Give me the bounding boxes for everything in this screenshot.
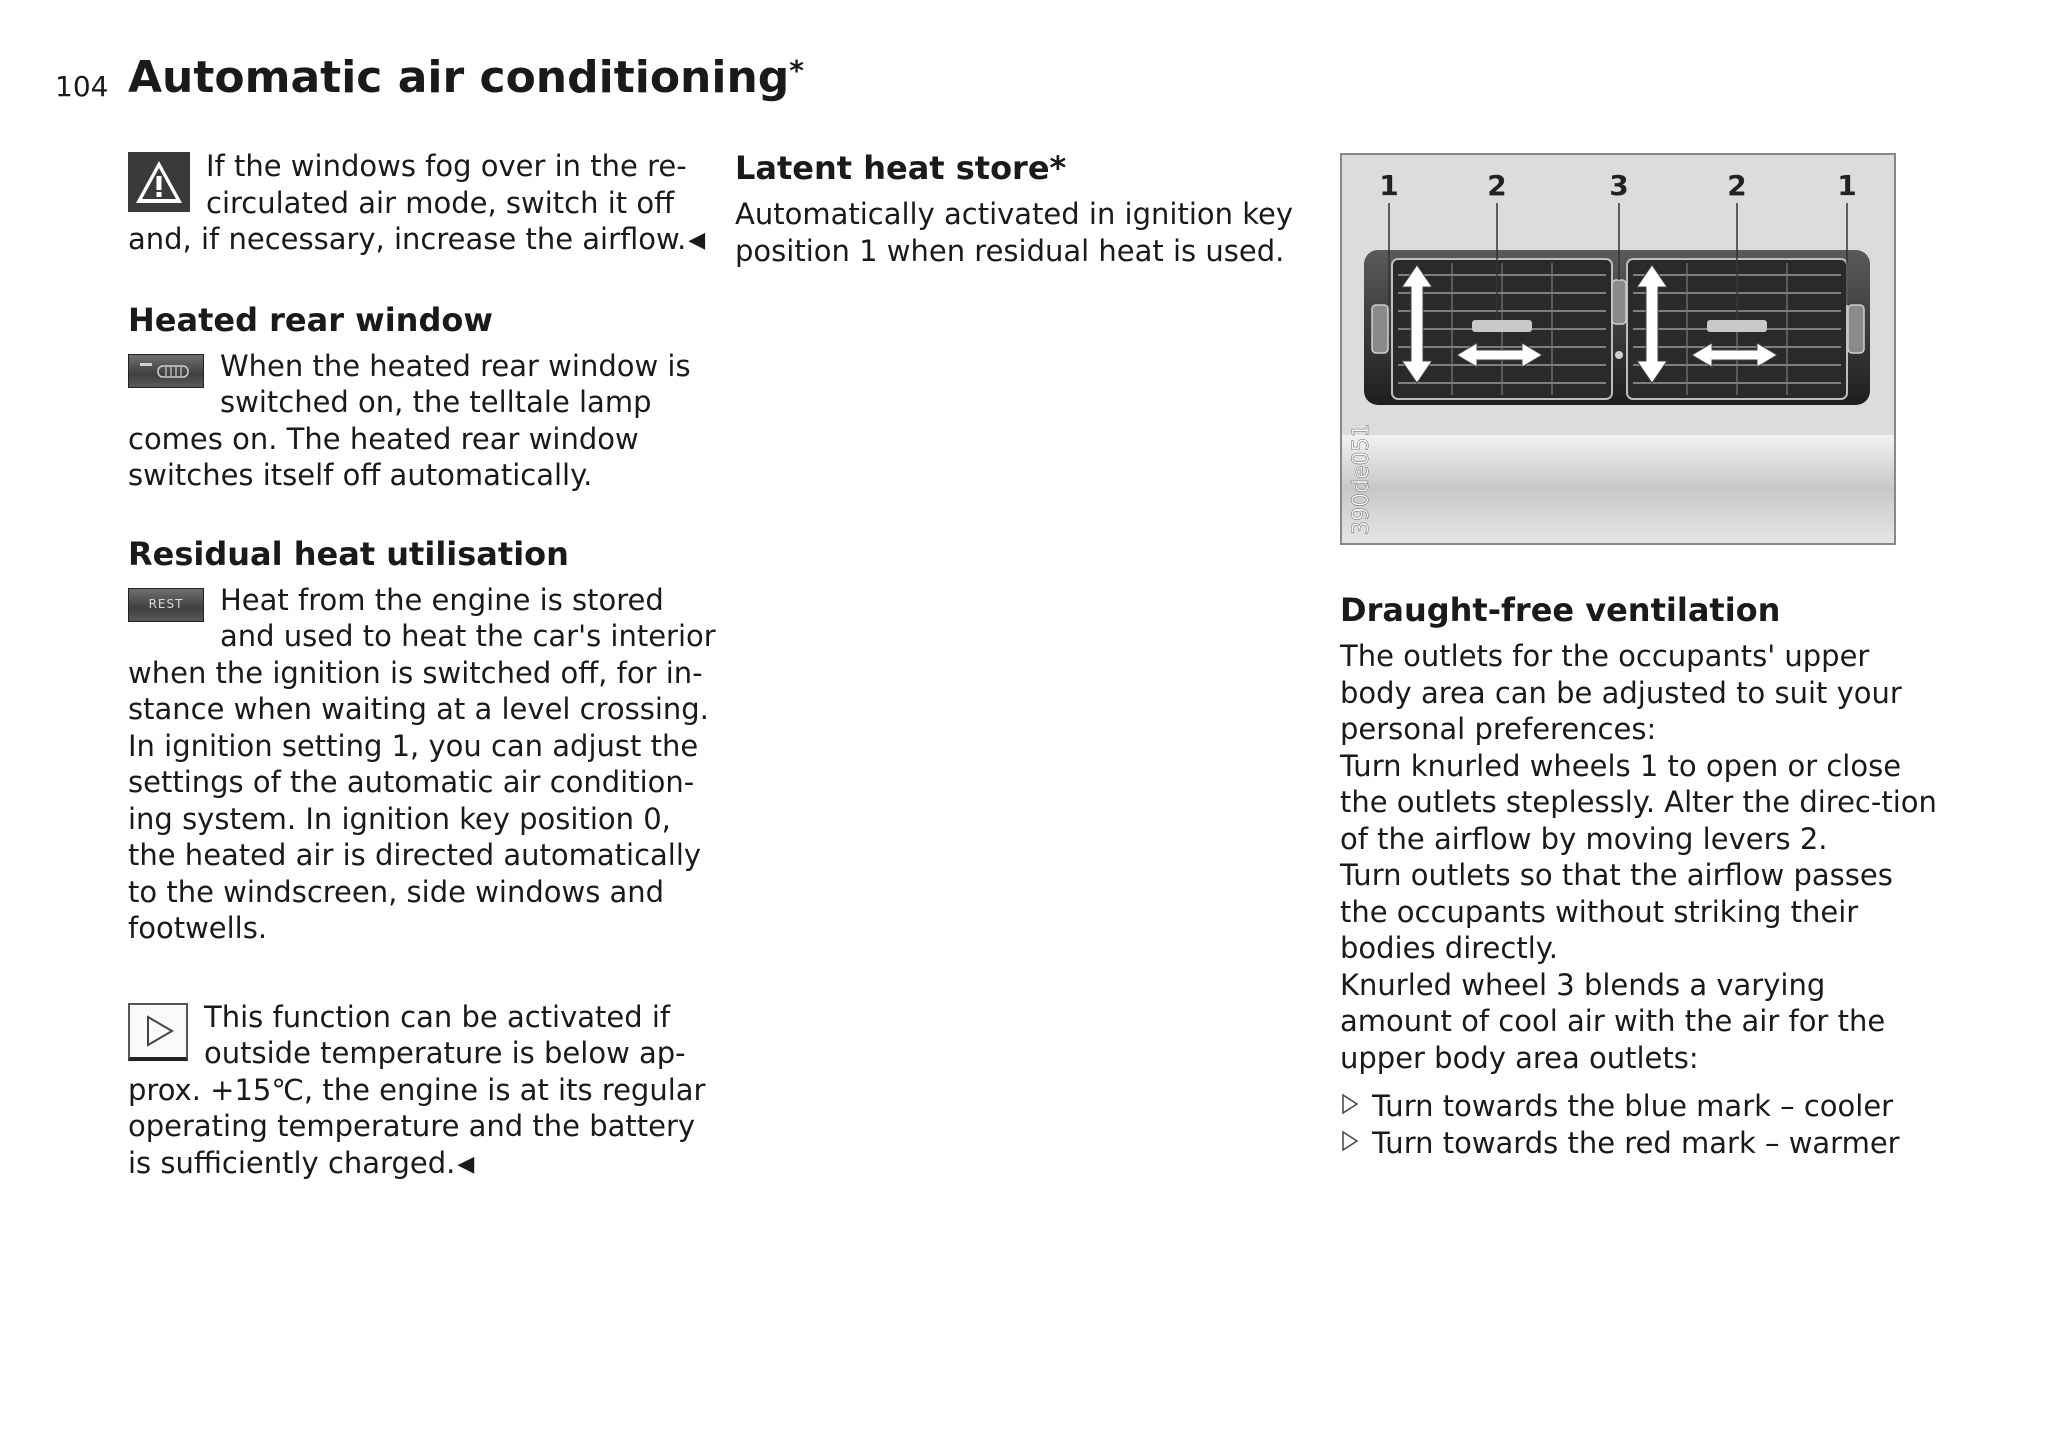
bullet-list [1340, 1088, 1940, 1161]
residual-heat-heading: Residual heat utilisation [128, 534, 569, 573]
paragraph: Turn knurled wheels 1 to open or close the outlets steplessly. Alter the direc-tion of the airflow by moving levers 2. [1340, 748, 1937, 856]
page-title [128, 52, 804, 103]
air-vent-photo [1340, 153, 1896, 545]
bullet-text: Turn towards the red mark – warmer [1372, 1125, 1900, 1160]
callout-label: 1 [1379, 169, 1399, 202]
bullet-triangle-icon [1340, 1092, 1360, 1116]
heated-rear-window-section [128, 300, 718, 494]
note-block [128, 999, 718, 1184]
warning-text: If the windows fog over in the re-circulated air mode, switch it off and, if necessary, increase the airflow. [128, 149, 687, 256]
warning-block [128, 148, 718, 260]
image-code: 390de051 [1349, 423, 1374, 535]
heated-rear-window-button-icon [128, 354, 204, 388]
bullet-triangle-icon [1340, 1129, 1360, 1153]
draught-free-heading: Draught-free ventilation [1340, 591, 1781, 629]
callout-label: 2 [1487, 169, 1507, 202]
rest-button-icon [128, 588, 204, 622]
list-item [1340, 1125, 1940, 1162]
page-number: 104 [55, 70, 109, 103]
paragraph: Turn outlets so that the airflow passes the occupants without striking their bodies directly. [1340, 858, 1893, 965]
rest-button-label: REST [148, 597, 184, 612]
paragraph: The outlets for the occupants' upper body area can be adjusted to suit your personal preferences: [1340, 639, 1902, 746]
air-vent-illustration [1342, 155, 1894, 543]
list-item [1340, 1088, 1940, 1125]
callout-label: 2 [1727, 169, 1747, 202]
note-text: This function can be activated if outside temperature is below ap-prox. +15℃, the engine is at its regular operating temperature and the battery is sufficiently charged. [128, 999, 706, 1180]
heated-rear-window-text: When the heated rear window is switched on, the telltale lamp comes on. The heated rear window switches itself off automatically. [128, 348, 691, 492]
residual-heat-text: Heat from the engine is stored and used to heat the car's interior when the ignition is switched off, for in-stance when waiting at a level crossing. In ignition setting 1, you can adjust the settings of the automatic air condition-ing system. In ignition key position 0, the heated air is directed automatically to the windscreen, side windows and footwells. [128, 582, 716, 945]
paragraph: Knurled wheel 3 blends a varying amount of cool air with the air for the upper body area outlets: [1340, 967, 1886, 1075]
bullet-text: Turn towards the blue mark – cooler [1372, 1089, 1894, 1123]
heated-rear-window-heading: Heated rear window [128, 300, 493, 339]
callout-label: 3 [1609, 169, 1629, 202]
left-column [128, 148, 718, 1213]
warning-triangle-icon [128, 152, 190, 212]
residual-heat-section [128, 534, 718, 947]
title-asterisk: * [789, 54, 804, 87]
latent-heat-text: Automatically activated in ignition key position 1 when residual heat is used. [735, 197, 1293, 268]
middle-column [735, 148, 1305, 269]
end-mark-icon: ◀ [457, 1151, 475, 1177]
latent-heat-heading: Latent heat store* [735, 149, 1067, 187]
right-column [1340, 590, 1940, 1161]
page-title-text: Automatic air conditioning [128, 52, 790, 103]
end-mark-icon: ◀ [688, 228, 706, 253]
note-play-icon [128, 1003, 188, 1061]
callout-label: 1 [1837, 169, 1857, 202]
